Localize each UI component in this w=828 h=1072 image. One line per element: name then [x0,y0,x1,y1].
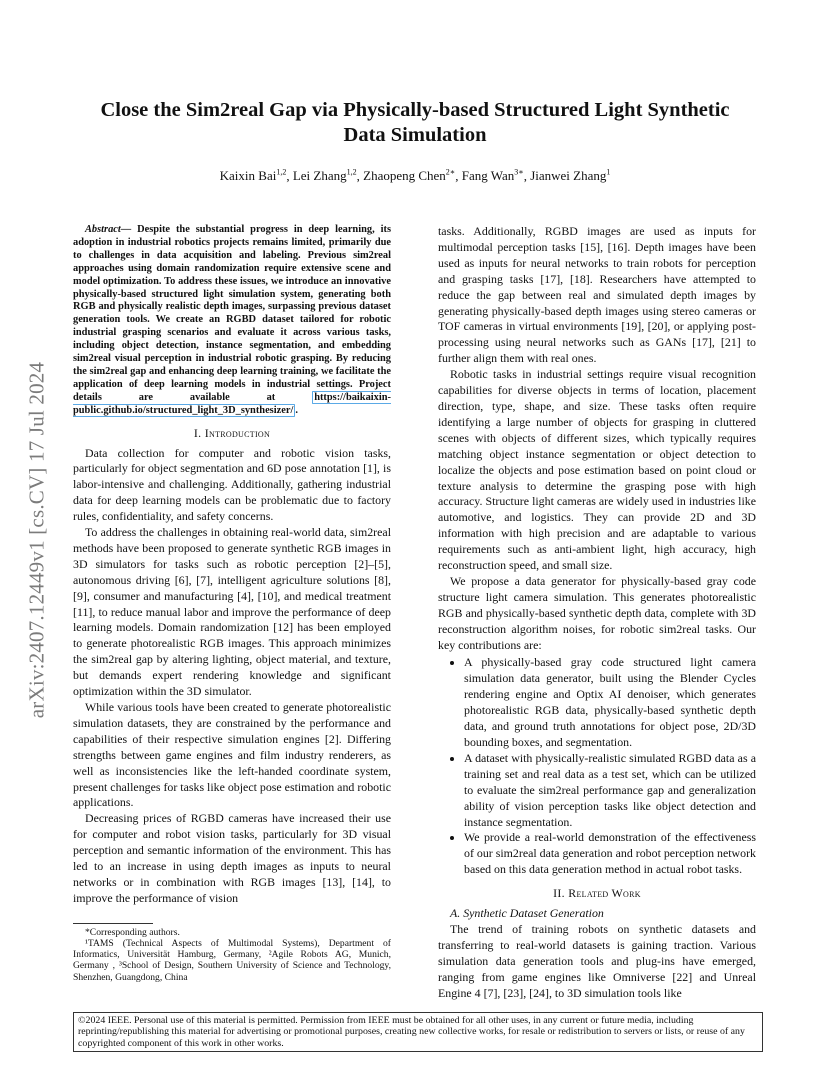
subsection-heading: A. Synthetic Dataset Generation [450,906,604,921]
arxiv-stamp: arXiv:2407.12449v1 [cs.CV] 17 Jul 2024 [24,361,49,719]
paragraph: While various tools have been created to generate photorealistic simulation datasets, they are constrained by the performance and capabilities of their respective simulation engines [2]. Differing strengths between game engines and film industry renderers, as well as inconsistencies like the left-handed coordinate system, present challenges for tasks like object pose estimation and robotic applications. [73,700,391,810]
list-item: • A dataset with physically-realistic simulated RGBD data as a training set and real data as a test set, which can be utilized to evaluate the sim2real performance gap and generalization ability of vision perception tasks like object detection and instance segmentation. [464,751,756,831]
author: Kaixin Bai$^{1,2}$ [219,168,287,184]
author: Jianwei Zhang$^1$ [530,168,611,184]
abstract-text: Despite the substantial progress in deep learning, its adoption in industrial robotics projects remains limited, primarily due to challenges in data acquisition and labeling. Previous sim2real approaches using domain randomization require extensive scene and model optimization. To address these issues, we introduce an innovative physically-based structured light simulation system, generating both RGB and physically realistic depth images, surpassing previous dataset generation tools. We create an RGBD dataset tailored for robotic industrial grasping scenarios and evaluate it across various tasks, including object detection, instance segmentation, and embedding sim2real visual perception in industrial robotic grasping. By reducing the sim2real gap and enhancing deep learning training, we facilitate the application of deep learning models in industrial settings. Project details are available at [73,224,391,403]
left-column [73,224,391,983]
list-item: • A physically-based gray code structured light camera simulation data generator, built using the Blender Cycles rendering engine and Optix AI denoiser, which generates photorealistic RGB data, physically-based synthetic depth data, and ground truth annotations for object pose, 2D/3D bounding boxes, and segmentation. [464,655,756,750]
footnote-affiliations: ¹TAMS (Technical Aspects of Multimodal Systems), Department of Informatics, Universität Hamburg, Germany, ²Agile Robots AG, Munich, Germany , ³School of Design, Southern University of Science and Technology, Shenzhen, Guangdong, China [73,937,391,983]
footnote-rule [73,923,153,924]
list-item: • We provide a real-world demonstration of the effectiveness of our sim2real data generation and robot perception network based on this data generation method in actual robot tasks. [464,830,756,878]
paragraph: The trend of training robots on synthetic datasets and transferring to real-world datasets is gaining traction. Various simulation data generation tools and plug-ins have emerged, ranging from game engines like Omniverse [22] and Unreal Engine 4 [7], [23], [24], to 3D simulation tools like [438,921,756,1000]
author: Fang Wan$^{3∗}$ [461,168,524,184]
paragraph: Robotic tasks in industrial settings require visual recognition capabilities for diverse objects in terms of location, placement direction, type, shape, and size. These tasks often require identifying a large number of objects for grasping in cluttered scenes with objects of different sizes, which typically requires matching object instance segmentation or object detection to localize the objects and pose estimation based on point cloud or texture analysis to determine the grasping pose with high accuracy. Structure light cameras are widely used in industries like automotive, and logistics. They can provide 2D and 3D information with high precision and are adaptable to various requirements such as anti-ambient light, high accuracy, high reconstruction speed, and small size. [438,367,756,573]
paragraph: Decreasing prices of RGBD cameras have increased their use for computer and robot vision tasks, particularly for 3D visual perception and semantic information of the environment. This has led to an increase in using depth images as inputs to neural networks or in combination with RGB images [13], [14], to improve the performance of vision [73,811,391,905]
abstract: Abstract— Despite the substantial progress in deep learning, its adoption in industrial robotics projects remains limited, primarily due to challenges in data acquisition and labeling. Previous sim2real approaches using domain randomization require extensive scene and model optimization. To address these issues, we introduce an innovative physically-based structured light simulation system, generating both RGB and physically realistic depth images, surpassing previous dataset generation tools. We create an RGBD dataset tailored for robotic industrial grasping scenarios and evaluate it across various tasks, including object detection, instance segmentation, and embedding sim2real visual perception in industrial robotic grasping. By reducing the sim2real gap and enhancing deep learning training, we facilitate the application of deep learning models in industrial settings. Project details are available at https://baikaixin-public.github.io/structured_light_3D_synthesizer/ . [73,224,391,416]
copyright-notice: ©2024 IEEE. Personal use of this material is permitted. Permission from IEEE must be obtained for all other uses, in any current or future media, including reprinting/republishing this material for advertising or promotional purposes, creating new collective works, for resale or redistribution to servers or lists, or reuse of any copyrighted component of this work in other works. [73,1012,763,1052]
paragraph: tasks. Additionally, RGBD images are used as inputs for multimodal perception tasks [15], [16]. Depth images have been used as inputs for neural networks to train robots for perception and grasping tasks [17], [18]. Researchers have attempted to reduce the gap between real and simulated depth images by generating physically-based depth images using stereo cameras or TOF cameras in virtual environments [19], [20], or applying post-processing using neural networks such as GANs [17], [21] to further align them with real ones. [438,224,756,366]
section-heading-introduction: I. Introduction [193,425,271,440]
paragraph: Data collection for computer and robotic vision tasks, particularly for object segmentation and 6D pose annotation [1], is labor-intensive and challenging. Additionally, gathering industrial data for deep learning models can be problematic due to factory rules, confidentiality, and safety concerns. [73,445,391,524]
author-list: Kaixin Bai$^{1,2}$, Lei Zhang$^{1,2}$, Zhaopeng Chen$^{2∗}$, Fang Wan$^{3∗}$, Jianwei Zhang$^1$ [219,168,611,184]
author: Zhaopeng Chen$^{2∗}$ [363,168,456,184]
section-heading-related-work: II. Related Work [553,886,641,901]
project-link[interactable]: https://baikaixin-public.github.io/structured_light_3D_synthesizer/ [73,391,391,416]
paragraph: We propose a data generator for physically-based gray code structure light camera simulation. This generates photorealistic RGB and physically-based synthetic depth data, complete with 3D reconstruction algorithm noises, for robotic sim2real tasks. Our key contributions are: [438,573,756,652]
author: Lei Zhang$^{1,2}$ [292,168,357,184]
title-line-1: Close the Sim2real Gap via Physically-based Structured Light Synthetic [100,99,730,121]
paragraph: To address the challenges in obtaining real-world data, sim2real methods have been proposed to generate synthetic RGB images in 3D simulators for tasks such as robotic perception [2]–[5], autonomous driving [6], [7], intelligent agriculture solutions [8], [9], consumer and manufacturing [4], [10], and medical treatment [11], to reduce manual labor and improve the performance of deep learning models. Domain randomization [12] has been employed to generate photorealistic RGB images. This approach minimizes the sim2real gap by altering lighting, object material, and texture, but demands expert rendering knowledge and significant optimization within the 3D simulator. [73,525,391,699]
footnote-corresponding: *Corresponding authors. [85,926,180,938]
contribution-list [438,655,756,878]
title-line-2: Data Simulation [343,124,487,146]
right-column [438,224,756,1002]
abstract-label: Abstract [85,224,121,235]
paper-title [70,98,760,148]
